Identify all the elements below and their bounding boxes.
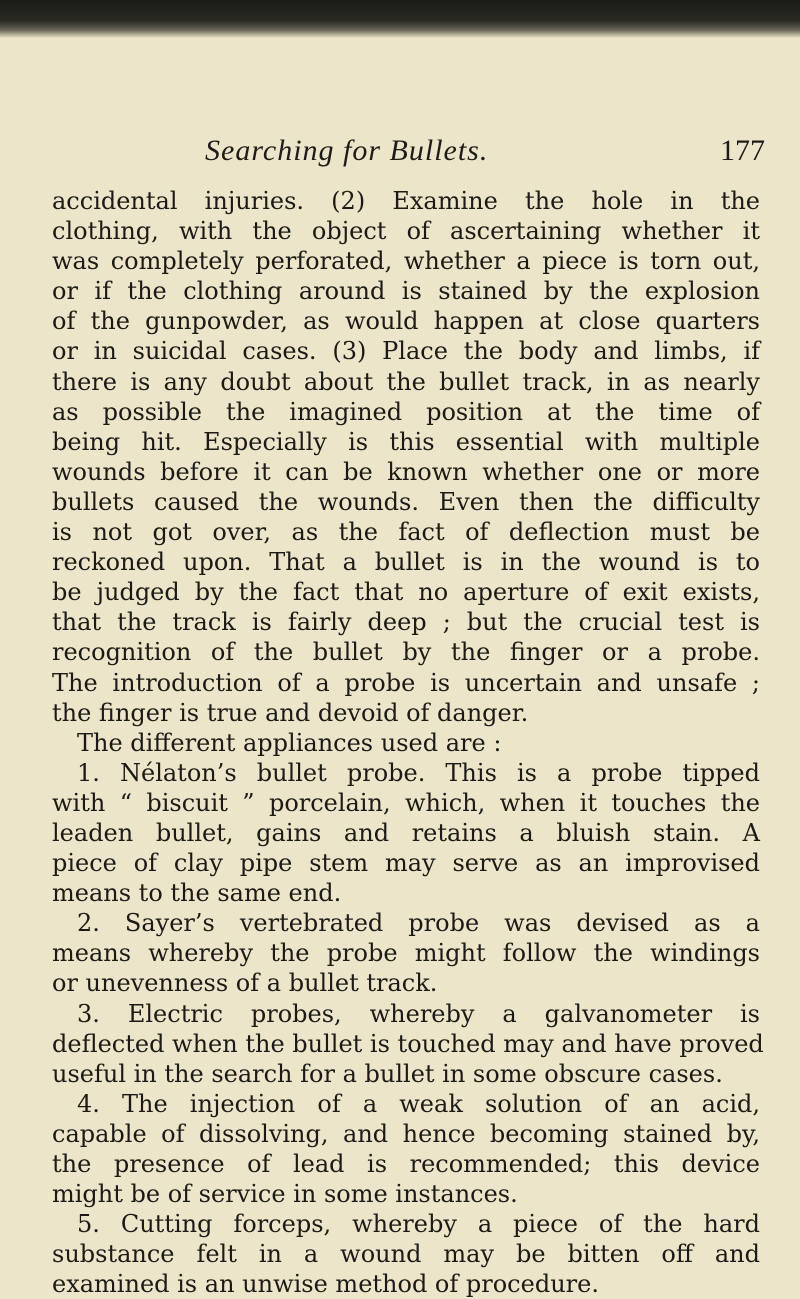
text-line: is not got over, as the fact of deflection must be: [52, 518, 760, 547]
text-line: as possible the imagined position at the time of: [52, 397, 760, 426]
text-line: The introduction of a probe is uncertain and unsafe ;: [52, 668, 760, 697]
list-item-line: 3. Electric probes, whereby a galvanometer is: [77, 999, 760, 1028]
text-line: of the gunpowder, as would happen at close quarters: [52, 307, 760, 336]
text-line: there is any doubt about the bullet track, in as nearly: [52, 367, 760, 396]
text-line: recognition of the bullet by the finger or a probe.: [52, 638, 760, 667]
text-line: or unevenness of a bullet track.: [52, 969, 438, 998]
text-line: means whereby the probe might follow the windings: [52, 939, 760, 968]
text-line: that the track is fairly deep ; but the crucial test is: [52, 608, 760, 637]
text-line: or in suicidal cases. (3) Place the body and limbs, if: [52, 337, 760, 366]
text-line: was completely perforated, whether a piece is torn out,: [52, 247, 760, 276]
text-line: means to the same end.: [52, 879, 342, 908]
text-line: reckoned upon. That a bullet is in the wound is to: [52, 548, 760, 577]
text-line: might be of service in some instances.: [52, 1180, 518, 1209]
text-line: or if the clothing around is stained by the explosion: [52, 277, 760, 306]
text-line: The different appliances used are :: [77, 728, 502, 757]
text-line: being hit. Especially is this essential with multiple: [52, 427, 760, 456]
list-item-line: 4. The injection of a weak solution of an acid,: [77, 1089, 760, 1118]
list-item-line: 2. Sayer’s vertebrated probe was devised as a: [77, 909, 760, 938]
text-line: deflected when the bullet is touched may and have proved: [52, 1029, 764, 1058]
text-line: with “ biscuit ” porcelain, which, when it touches the: [52, 788, 760, 817]
list-item-line: 5. Cutting forceps, whereby a piece of the hard: [77, 1210, 760, 1239]
body-text: [52, 186, 764, 1299]
text-line: the presence of lead is recommended; this device: [52, 1150, 760, 1178]
page-number: 177: [720, 134, 765, 167]
text-line: piece of clay pipe stem may serve as an improvised: [52, 849, 760, 878]
running-head-title: Searching for Bullets.: [205, 134, 489, 167]
text-line: be judged by the fact that no aperture of exit exists,: [52, 578, 760, 607]
text-line: the finger is true and devoid of danger.: [52, 698, 529, 727]
text-line: useful in the search for a bullet in some obscure cases.: [52, 1059, 723, 1088]
text-line: bullets caused the wounds. Even then the difficulty: [52, 487, 760, 516]
list-item-line: 1. Nélaton’s bullet probe. This is a probe tipped: [77, 758, 760, 787]
text-line: capable of dissolving, and hence becoming stained by,: [52, 1119, 760, 1148]
running-head: [205, 134, 765, 174]
text-line: accidental injuries. (2) Examine the hole in the: [52, 187, 760, 215]
text-line: clothing, with the object of ascertaining whether it: [52, 217, 760, 246]
text-line: leaden bullet, gains and retains a bluish stain. A: [52, 818, 760, 847]
text-line: wounds before it can be known whether one or more: [52, 457, 760, 486]
text-line: substance felt in a wound may be bitten off and: [52, 1240, 760, 1269]
text-line: examined is an unwise method of procedure.: [52, 1270, 599, 1299]
